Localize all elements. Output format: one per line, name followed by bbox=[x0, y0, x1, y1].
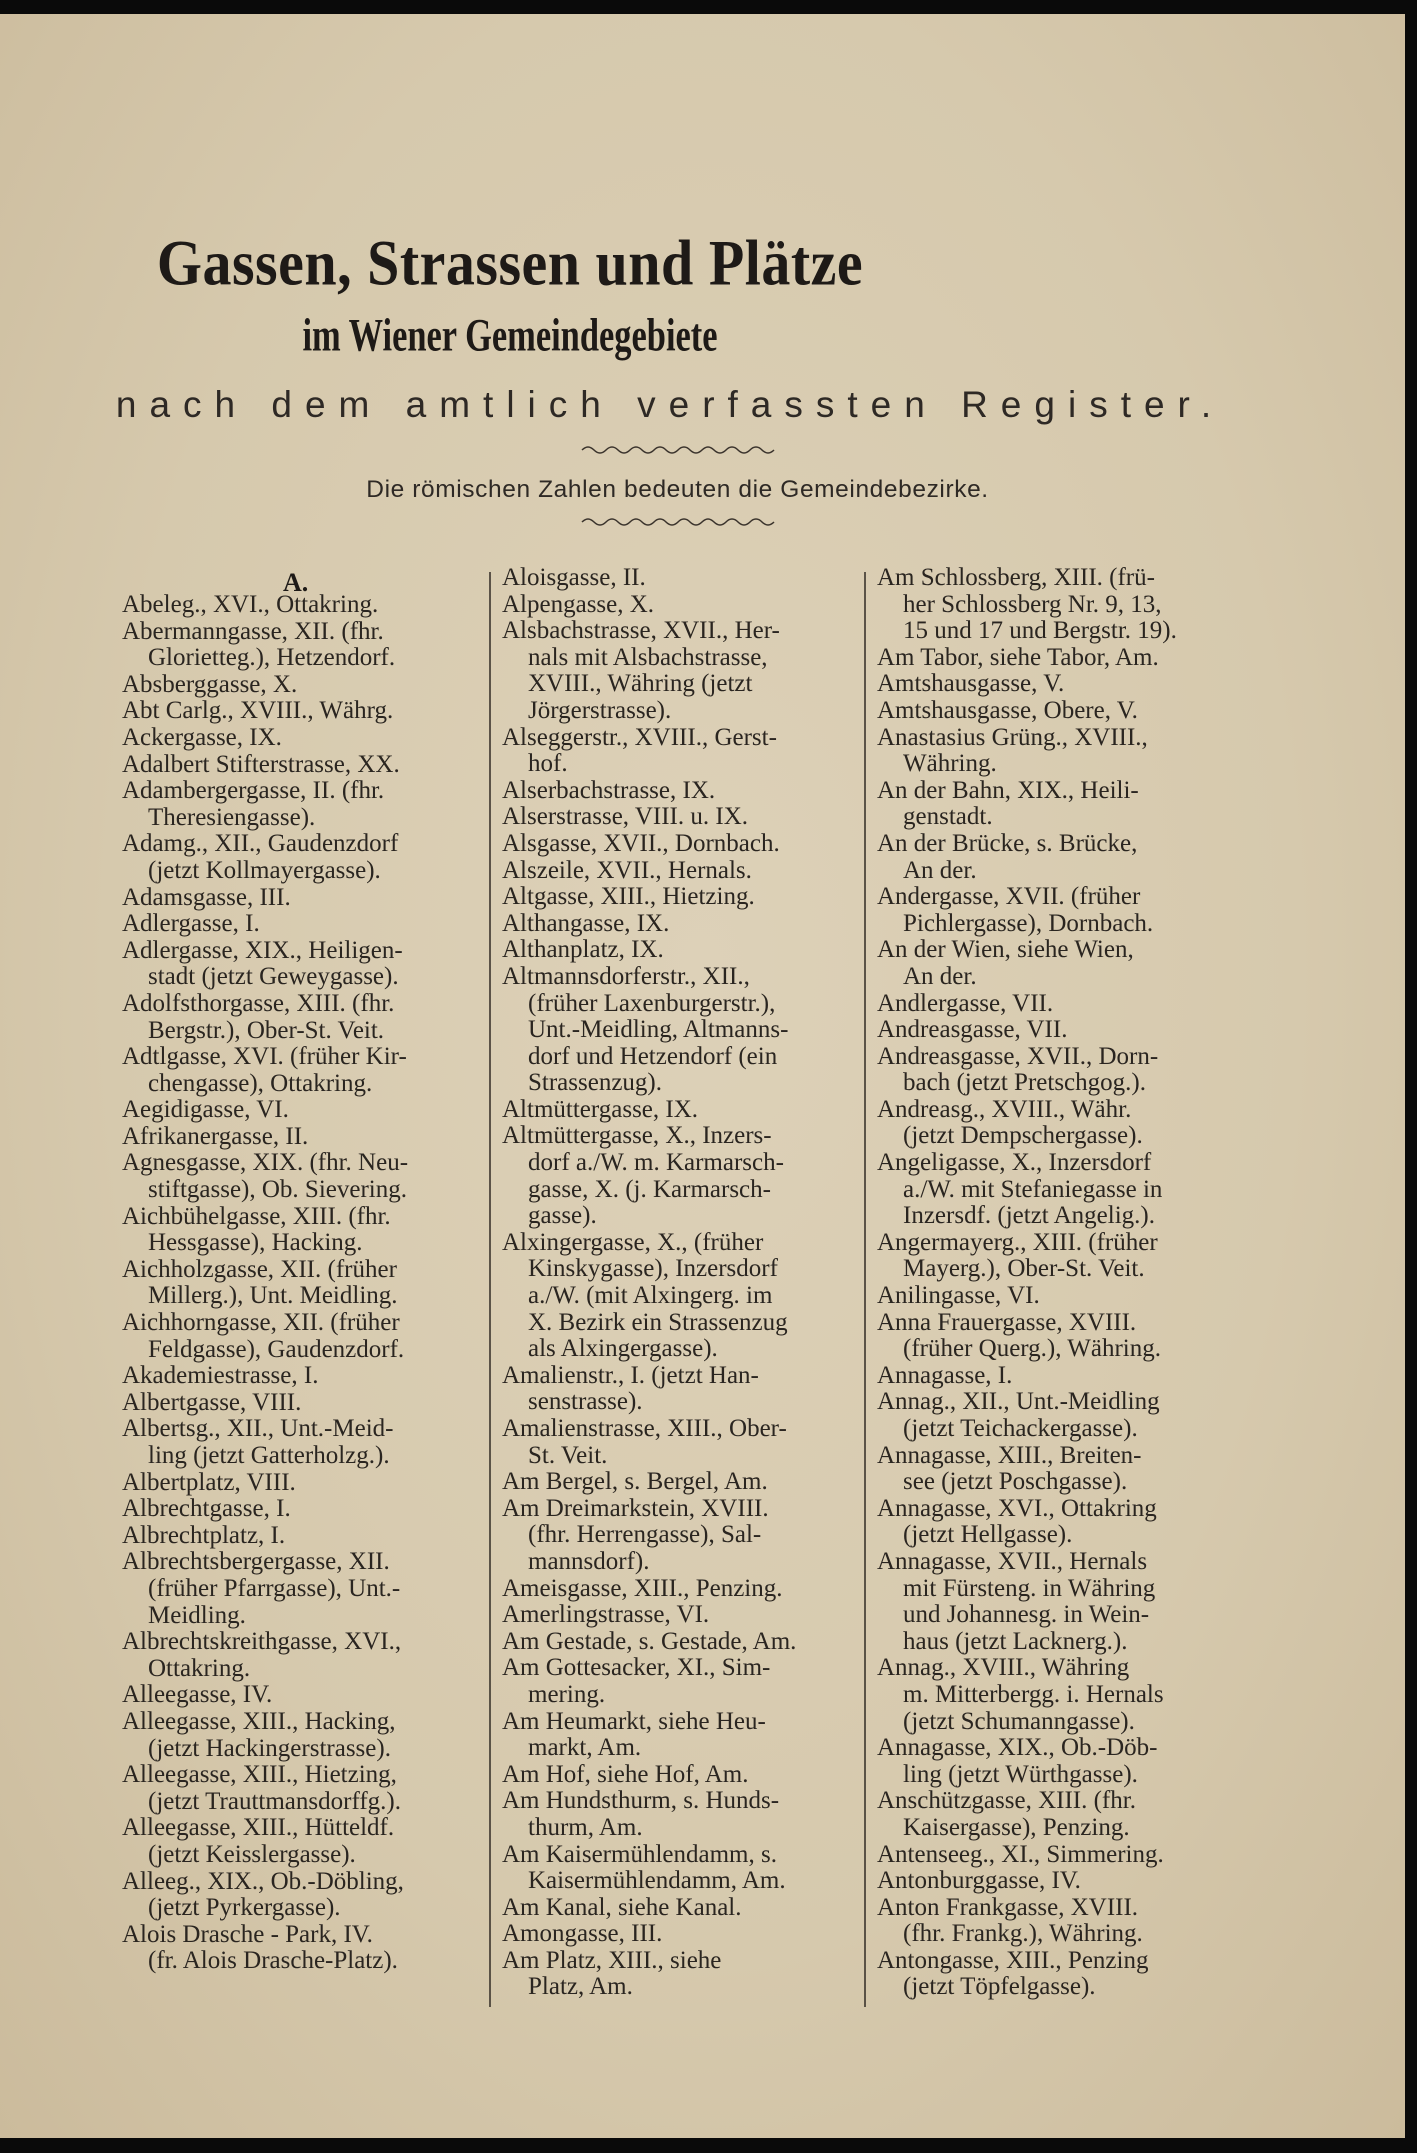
register-entry-line: (früher Laxenburgerstr.), bbox=[528, 990, 776, 1017]
register-entry-line: Am Heumarkt, siehe Heu- bbox=[502, 1708, 766, 1735]
register-entry-line: Alleegasse, IV. bbox=[122, 1682, 273, 1709]
register-entry-line: und Johannesg. in Wein- bbox=[903, 1602, 1150, 1629]
register-entry-line: Inzersdf. (jetzt Angelig.). bbox=[903, 1203, 1155, 1230]
register-entry-line: Adlergasse, I. bbox=[122, 911, 260, 938]
register-entry-line: Antenseeg., XI., Simmering. bbox=[877, 1841, 1164, 1868]
register-entry-line: Aloisgasse, II. bbox=[502, 565, 646, 591]
register-entry-line: Ottakring. bbox=[148, 1655, 251, 1682]
register-entry-line: Alpengasse, X. bbox=[502, 591, 655, 618]
register-entry-line: Am Hundsthurm, s. Hunds- bbox=[502, 1788, 780, 1815]
register-entry-line: Albertplatz, VIII. bbox=[122, 1469, 296, 1496]
register-entry-line: Angeligasse, X., Inzersdorf bbox=[877, 1150, 1152, 1177]
register-entry-line: Annagasse, XIII., Breiten- bbox=[877, 1442, 1142, 1469]
ornament-divider-bottom bbox=[580, 514, 780, 530]
register-entry-line: Anschützgasse, XIII. (fhr. bbox=[877, 1788, 1136, 1815]
register-entry-line: Akademiestrasse, I. bbox=[122, 1363, 319, 1390]
register-entry-line: (jetzt Hellgasse). bbox=[903, 1522, 1073, 1549]
register-entry-line: Strassenzug). bbox=[528, 1070, 662, 1097]
register-entry-line: Theresiengasse). bbox=[148, 804, 316, 831]
ornament-divider-top bbox=[580, 442, 780, 458]
register-entry-line: Albertsg., XII., Unt.-Meid- bbox=[122, 1416, 394, 1443]
register-entry-line: Altmüttergasse, IX. bbox=[502, 1096, 699, 1123]
register-entry-line: Adtlgasse, XVI. (früher Kir- bbox=[122, 1044, 407, 1071]
register-entry-line: Am Schlossberg, XIII. (frü- bbox=[877, 565, 1155, 591]
register-entry-line: Ackergasse, IX. bbox=[122, 724, 282, 751]
register-entry-line: dorf a./W. m. Karmarsch- bbox=[528, 1150, 784, 1177]
register-line: nach dem amtlich verfassten Register. bbox=[115, 384, 1225, 425]
register-entry-line: Amalienstrasse, XIII., Ober- bbox=[502, 1416, 787, 1442]
register-entry-line: Annag., XVIII., Währing bbox=[877, 1655, 1130, 1682]
register-entry-line: Altgasse, XIII., Hietzing. bbox=[502, 884, 755, 911]
register-entry-line: Albrechtsbergergasse, XII. bbox=[122, 1549, 390, 1576]
register-entry-line: Amtshausgasse, V. bbox=[877, 671, 1065, 698]
register-entry-line: Althanplatz, IX. bbox=[502, 937, 664, 964]
register-entry-line: genstadt. bbox=[903, 804, 993, 831]
register-entry-line: Absberggasse, X. bbox=[122, 671, 298, 698]
register-entry-line: ling (jetzt Gatterholzg.). bbox=[148, 1443, 390, 1469]
register-entry-line: Annagasse, I. bbox=[877, 1362, 1013, 1389]
register-entry-line: Adambergergasse, II. (fhr. bbox=[122, 778, 385, 805]
register-entry-line: Albrechtplatz, I. bbox=[122, 1522, 286, 1549]
register-entry-line: Annagasse, XVII., Hernals bbox=[877, 1548, 1148, 1575]
register-entry-line: senstrasse). bbox=[528, 1389, 643, 1416]
register-entry-line: Alseggerstr., XVIII., Gerst- bbox=[502, 724, 777, 751]
register-entry-line: An der. bbox=[903, 857, 977, 884]
document-page bbox=[0, 14, 1405, 2138]
register-entry-line: chengasse), Ottakring. bbox=[148, 1070, 373, 1097]
register-entry-line: Pichlergasse), Dornbach. bbox=[903, 910, 1154, 937]
register-entry-line: (fhr. Frankg.), Währing. bbox=[903, 1921, 1143, 1948]
register-entry-line: Anna Frauergasse, XVIII. bbox=[877, 1309, 1137, 1336]
register-entry-line: a./W. mit Stefaniegasse in bbox=[903, 1176, 1163, 1203]
register-entry-line: her Schlossberg Nr. 9, 13, bbox=[903, 591, 1162, 618]
register-entry-line: stadt (jetzt Geweygasse). bbox=[148, 964, 399, 991]
register-entry-line: Bergstr.), Ober-St. Veit. bbox=[148, 1017, 385, 1044]
register-entry-line: Andergasse, XVII. (früher bbox=[877, 884, 1141, 911]
register-entry-line: Althangasse, IX. bbox=[502, 910, 670, 937]
register-entry-line: ling (jetzt Würthgasse). bbox=[903, 1761, 1138, 1788]
register-entry-line: (jetzt Dempschergasse). bbox=[903, 1123, 1143, 1150]
register-entry-line: Angermayerg., XIII. (früher bbox=[877, 1229, 1158, 1256]
register-entry-line: Alois Drasche - Park, IV. bbox=[122, 1921, 373, 1948]
register-entry-line: Aichbühelgasse, XIII. (fhr. bbox=[122, 1203, 391, 1230]
register-entry-line: Alleegasse, XIII., Hietzing, bbox=[122, 1762, 397, 1789]
register-entry-line: Am Platz, XIII., siehe bbox=[502, 1947, 722, 1974]
register-entry-line: mering. bbox=[528, 1681, 606, 1708]
register-entry-line: nals mit Alsbachstrasse, bbox=[528, 644, 768, 671]
register-entry-line: (jetzt Trauttmansdorffg.). bbox=[148, 1788, 401, 1815]
register-entry-line: Glorietteg.), Hetzendorf. bbox=[148, 645, 396, 672]
column-rule bbox=[864, 572, 866, 2007]
register-entry-line: Antonburggasse, IV. bbox=[877, 1868, 1081, 1895]
register-entry-line: Kaisermühlendamm, Am. bbox=[528, 1868, 786, 1895]
register-entry-line: Feldgasse), Gaudenzdorf. bbox=[148, 1336, 405, 1363]
register-entry-line: X. Bezirk ein Strassenzug bbox=[528, 1309, 788, 1336]
column-rule bbox=[489, 572, 491, 2007]
register-entry-line: Alleegasse, XIII., Hacking, bbox=[122, 1708, 396, 1735]
register-entry-line: Amerlingstrasse, VI. bbox=[502, 1602, 710, 1629]
register-entry-line: Adlergasse, XIX., Heiligen- bbox=[122, 937, 403, 964]
register-entry-line: gasse). bbox=[528, 1203, 597, 1230]
column-left bbox=[122, 592, 482, 1975]
register-entry-line: (jetzt Keisslergasse). bbox=[148, 1841, 356, 1868]
register-entry-line: markt, Am. bbox=[528, 1735, 642, 1762]
register-entry-line: Adamg., XII., Gaudenzdorf bbox=[122, 831, 399, 858]
register-entry-line: Altmüttergasse, X., Inzers- bbox=[502, 1123, 772, 1150]
register-entry-line: Ameisgasse, XIII., Penzing. bbox=[502, 1575, 783, 1602]
register-entry-line: Mayerg.), Ober-St. Veit. bbox=[903, 1256, 1145, 1283]
register-entry-line: Währing. bbox=[903, 751, 997, 778]
register-entry-line: (jetzt Teichackergasse). bbox=[903, 1416, 1138, 1442]
register-entry-line: Am Hof, siehe Hof, Am. bbox=[502, 1761, 749, 1788]
register-entry-line: als Alxingergasse). bbox=[528, 1336, 718, 1363]
register-entry-line: An der Wien, siehe Wien, bbox=[877, 937, 1134, 964]
register-entry-line: Alserstrasse, VIII. u. IX. bbox=[502, 804, 749, 831]
register-entry-line: Abeleg., XVI., Ottakring. bbox=[122, 592, 379, 618]
register-entry-line: Antongasse, XIII., Penzing bbox=[877, 1947, 1149, 1974]
register-entry-line: Albrechtskreithgasse, XVI., bbox=[122, 1629, 402, 1656]
register-entry-line: Alserbachstrasse, IX. bbox=[502, 777, 716, 804]
section-letter: A. bbox=[283, 568, 309, 597]
register-entry-line: Alsbachstrasse, XVII., Her- bbox=[502, 618, 780, 645]
register-entry-line: An der. bbox=[903, 963, 977, 990]
register-entry-line: Alxingergasse, X., (früher bbox=[502, 1229, 764, 1256]
register-entry-line: Unt.-Meidling, Altmanns- bbox=[528, 1017, 789, 1044]
register-entry-line: bach (jetzt Pretschgog.). bbox=[903, 1070, 1146, 1097]
register-entry-line: stiftgasse), Ob. Sievering. bbox=[148, 1177, 407, 1204]
register-entry-line: Hessgasse), Hacking. bbox=[148, 1230, 363, 1257]
register-entry-line: a./W. (mit Alxingerg. im bbox=[528, 1283, 773, 1310]
register-entry-line: Am Dreimarkstein, XVIII. bbox=[502, 1495, 769, 1522]
register-entry-line: Meidling. bbox=[148, 1602, 246, 1629]
explanatory-note: Die römischen Zahlen bedeuten die Gemeindebezirke. bbox=[366, 476, 989, 503]
register-entry-line: (früher Querg.), Währing. bbox=[903, 1336, 1162, 1363]
register-entry-line: Andreasgasse, VII. bbox=[877, 1017, 1068, 1044]
register-entry-line: Amtshausgasse, Obere, V. bbox=[877, 697, 1138, 724]
register-entry-line: Abermanngasse, XII. (fhr. bbox=[122, 618, 384, 645]
column-right bbox=[877, 565, 1237, 2001]
register-entry-line: thurm, Am. bbox=[528, 1814, 643, 1841]
register-entry-line: Anastasius Grüng., XVIII., bbox=[877, 724, 1148, 751]
register-entry-line: Jörgerstrasse). bbox=[528, 697, 672, 724]
register-entry-line: Am Kanal, siehe Kanal. bbox=[502, 1894, 742, 1921]
register-entry-line: see (jetzt Poschgasse). bbox=[903, 1469, 1128, 1496]
register-entry-line: m. Mitterbergg. i. Hernals bbox=[903, 1681, 1164, 1708]
register-entry-line: mannsdorf). bbox=[528, 1548, 650, 1575]
register-entry-line: Am Gottesacker, XI., Sim- bbox=[502, 1655, 771, 1682]
register-entry-line: Platz, Am. bbox=[528, 1974, 633, 2001]
register-entry-line: (fr. Alois Drasche-Platz). bbox=[148, 1948, 398, 1975]
register-entry-line: Alszeile, XVII., Hernals. bbox=[502, 857, 752, 884]
register-entry-line: Am Tabor, siehe Tabor, Am. bbox=[877, 644, 1159, 671]
register-entry-line: Altmannsdorferstr., XII., bbox=[502, 963, 750, 990]
register-entry-line: (früher Pfarrgasse), Unt.- bbox=[148, 1575, 401, 1602]
register-entry-line: Agnesgasse, XIX. (fhr. Neu- bbox=[122, 1150, 409, 1177]
register-entry-line: 15 und 17 und Bergstr. 19). bbox=[903, 618, 1177, 645]
register-entry-line: Adalbert Stifterstrasse, XX. bbox=[122, 751, 400, 778]
register-entry-line: Albrechtgasse, I. bbox=[122, 1496, 291, 1523]
register-entry-line: XVIII., Währing (jetzt bbox=[528, 671, 753, 698]
column-middle bbox=[502, 565, 858, 2001]
register-entry-line: Anton Frankgasse, XVIII. bbox=[877, 1894, 1139, 1921]
register-entry-line: Abt Carlg., XVIII., Währg. bbox=[122, 698, 394, 725]
register-entry-line: hof. bbox=[528, 751, 568, 778]
register-entry-line: Annag., XII., Unt.-Meidling bbox=[877, 1389, 1160, 1416]
register-entry-line: Afrikanergasse, II. bbox=[122, 1123, 309, 1150]
register-entry-line: Albertgasse, VIII. bbox=[122, 1389, 302, 1416]
register-entry-line: Kinskygasse), Inzersdorf bbox=[528, 1256, 778, 1283]
register-entry-line: Am Bergel, s. Bergel, Am. bbox=[502, 1469, 768, 1496]
register-entry-line: Annagasse, XIX., Ob.-Döb- bbox=[877, 1735, 1158, 1762]
register-entry-line: Am Gestade, s. Gestade, Am. bbox=[502, 1628, 797, 1655]
register-entry-line: Andreasgasse, XVII., Dorn- bbox=[877, 1043, 1159, 1070]
register-entry-line: Am Kaisermühlendamm, s. bbox=[502, 1841, 777, 1868]
register-entry-line: Adamsgasse, III. bbox=[122, 884, 291, 911]
page-title: Gassen, Strassen und Plätze bbox=[156, 226, 864, 299]
register-entry-line: An der Brücke, s. Brücke, bbox=[877, 830, 1138, 857]
register-entry-line: Kaisergasse), Penzing. bbox=[903, 1814, 1130, 1841]
register-entry-line: Annagasse, XVI., Ottakring bbox=[877, 1495, 1157, 1522]
register-entry-line: Aegidigasse, VI. bbox=[122, 1097, 289, 1124]
register-entry-line: (jetzt Pyrkergasse). bbox=[148, 1895, 341, 1922]
register-entry-line: Amongasse, III. bbox=[502, 1921, 663, 1948]
register-entry-line: An der Bahn, XIX., Heili- bbox=[877, 777, 1139, 804]
register-entry-line: mit Fürsteng. in Währing bbox=[903, 1575, 1156, 1602]
register-entry-line: Alleeg., XIX., Ob.-Döbling, bbox=[122, 1868, 404, 1895]
register-entry-line: Andreasg., XVIII., Währ. bbox=[877, 1096, 1132, 1123]
register-entry-line: Adolfsthorgasse, XIII. (fhr. bbox=[122, 990, 395, 1017]
register-entry-line: (jetzt Hackingerstrasse). bbox=[148, 1735, 391, 1762]
page-subtitle: im Wiener Gemeindegebiete bbox=[302, 310, 718, 362]
register-entry-line: Alleegasse, XIII., Hütteldf. bbox=[122, 1815, 395, 1842]
register-entry-line: Aichholzgasse, XII. (früher bbox=[122, 1256, 397, 1283]
register-entry-line: (jetzt Töpfelgasse). bbox=[903, 1974, 1096, 2001]
register-entry-line: (fhr. Herrengasse), Sal- bbox=[528, 1522, 762, 1549]
register-entry-line: Alsgasse, XVII., Dornbach. bbox=[502, 830, 780, 857]
register-entry-line: Millerg.), Unt. Meidling. bbox=[148, 1283, 398, 1310]
register-entry-line: Andlergasse, VII. bbox=[877, 990, 1054, 1017]
register-entry-line: Anilingasse, VI. bbox=[877, 1283, 1040, 1310]
register-entry-line: (jetzt Schumanngasse). bbox=[903, 1708, 1135, 1735]
register-entry-line: (jetzt Kollmayergasse). bbox=[148, 857, 381, 884]
register-entry-line: Amalienstr., I. (jetzt Han- bbox=[502, 1362, 759, 1389]
register-entry-line: haus (jetzt Lacknerg.). bbox=[903, 1628, 1128, 1655]
register-entry-line: Aichhorngasse, XII. (früher bbox=[122, 1310, 400, 1337]
register-entry-line: dorf und Hetzendorf (ein bbox=[528, 1043, 778, 1070]
register-entry-line: St. Veit. bbox=[528, 1442, 608, 1469]
register-entry-line: gasse, X. (j. Karmarsch- bbox=[528, 1176, 771, 1203]
